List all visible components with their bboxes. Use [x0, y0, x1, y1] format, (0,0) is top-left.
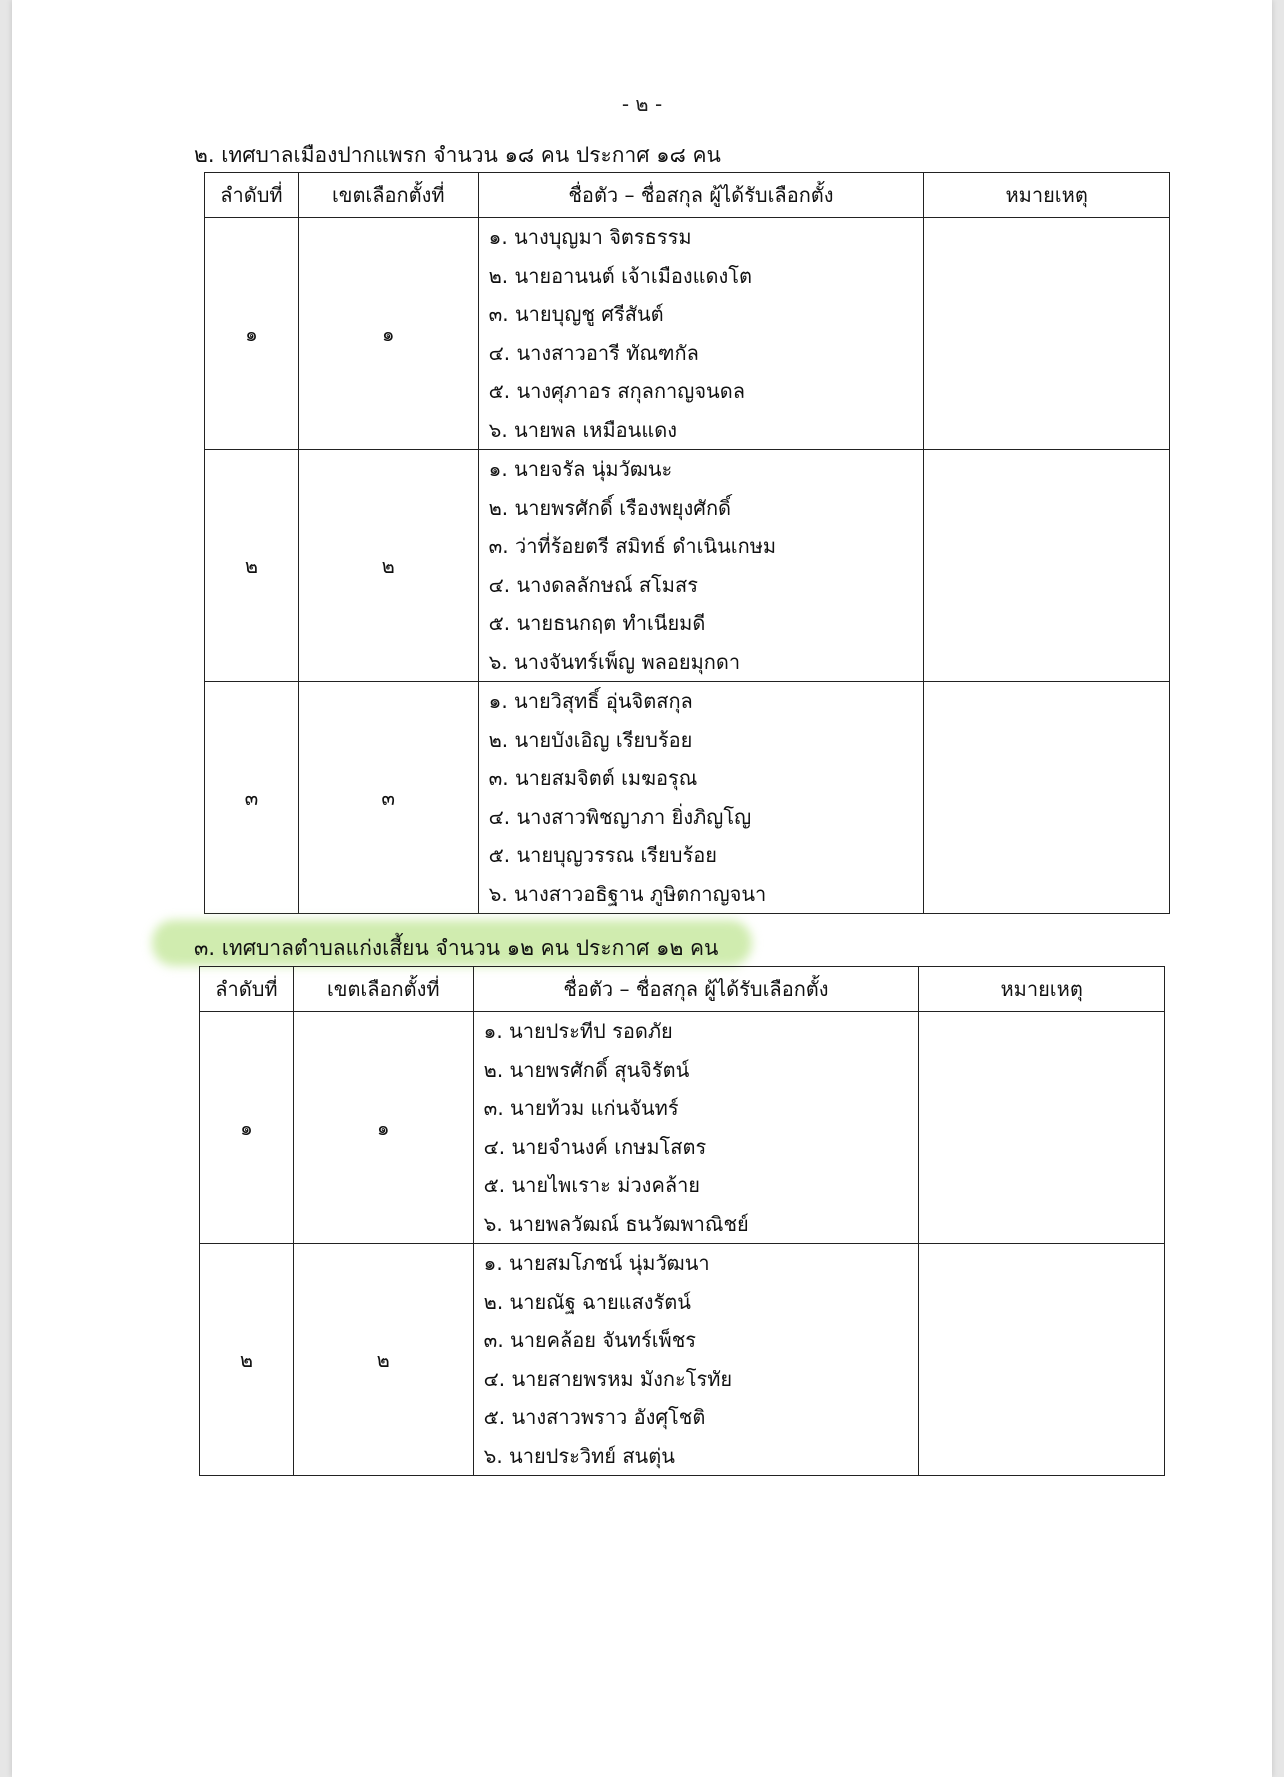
list-item: ๕. นางสาวพราว อังศุโชติ — [483, 1405, 706, 1429]
list-item: ๔. นายจำนงค์ เกษมโสตร — [483, 1134, 707, 1159]
table-row — [205, 682, 1170, 914]
list-item: ๔. นายสายพรหม มังกะโรทัย — [483, 1366, 733, 1391]
list-item: ๕. นายบุญวรรณ เรียบร้อย — [488, 843, 717, 867]
list-item: ๒. นายพรศักดิ์ เรืองพยุงศักดิ์ — [488, 495, 732, 520]
column-header-names: ชื่อตัว – ชื่อสกุล ผู้ได้รับเลือกตั้ง — [473, 967, 919, 1012]
names-cell — [473, 1012, 919, 1244]
list-item: ๒. นายบังเอิญ เรียบร้อย — [488, 727, 693, 752]
district-cell: ๑ — [298, 218, 478, 450]
remark-cell — [924, 218, 1170, 450]
list-item: ๓. นายคล้อย จันทร์เพ็ชร — [483, 1328, 697, 1352]
list-item: ๒. นายณัฐ ฉายแสงรัตน์ — [483, 1289, 691, 1314]
column-header-order: ลำดับที่ — [205, 173, 299, 218]
list-item: ๓. นายบุญชู ศรีสันต์ — [488, 302, 664, 326]
list-item: ๒. นายอานนต์ เจ้าเมืองแดงโต — [488, 263, 753, 288]
list-item: ๓. นายท้วม แก่นจันทร์ — [483, 1096, 679, 1120]
order-cell: ๓ — [205, 682, 299, 914]
table-row — [200, 1012, 1165, 1244]
column-header-remark: หมายเหตุ — [919, 967, 1165, 1012]
list-item: ๑. นางบุญมา จิตรธรรม — [488, 225, 692, 249]
list-item: ๕. นายไพเราะ ม่วงคล้าย — [483, 1173, 701, 1197]
remark-cell — [924, 682, 1170, 914]
table-header-row — [200, 967, 1165, 1012]
names-cell — [473, 1244, 919, 1476]
remark-cell — [924, 450, 1170, 682]
list-item: ๔. นางดลลักษณ์ สโมสร — [488, 572, 698, 597]
list-item: ๖. นายพลวัฒณ์ ธนวัฒพาณิชย์ — [483, 1211, 749, 1236]
list-item: ๔. นางสาวพิชญาภา ยิ่งภิญโญ — [488, 804, 752, 829]
column-header-order: ลำดับที่ — [200, 967, 294, 1012]
district-cell: ๒ — [298, 450, 478, 682]
order-cell: ๑ — [205, 218, 299, 450]
list-item: ๓. ว่าที่ร้อยตรี สมิทธ์ ดำเนินเกษม — [488, 534, 777, 558]
remark-cell — [919, 1012, 1165, 1244]
table-row — [205, 218, 1170, 450]
column-header-names: ชื่อตัว – ชื่อสกุล ผู้ได้รับเลือกตั้ง — [478, 173, 924, 218]
document-page — [12, 0, 1272, 1777]
names-cell — [478, 218, 924, 450]
list-item: ๖. นายประวิทย์ สนตุ่น — [483, 1443, 675, 1468]
table-row — [205, 450, 1170, 682]
list-item: ๓. นายสมจิตต์ เมฆอรุณ — [488, 766, 698, 790]
section-2-heading: ๒. เทศบาลเมืองปากแพรก จำนวน ๑๘ คน ประกาศ ๑๘ คน — [194, 143, 721, 167]
list-item: ๔. นางสาวอารี ทัณฑกัล — [488, 340, 699, 365]
remark-cell — [919, 1244, 1165, 1476]
list-item: ๑. นายวิสุทธิ์ อุ่นจิตสกุล — [488, 689, 693, 713]
list-item: ๖. นางสาวอธิฐาน ภูษิตกาญจนา — [488, 881, 767, 906]
list-item: ๑. นายประทีป รอดภัย — [483, 1019, 673, 1043]
order-cell: ๒ — [205, 450, 299, 682]
section-3-table — [199, 966, 1165, 1476]
column-header-remark: หมายเหตุ — [924, 173, 1170, 218]
list-item: ๕. นายธนกฤต ทำเนียมดี — [488, 611, 706, 635]
table-row — [200, 1244, 1165, 1476]
table-header-row — [205, 173, 1170, 218]
order-cell: ๑ — [200, 1012, 294, 1244]
column-header-district: เขตเลือกตั้งที่ — [293, 967, 473, 1012]
column-header-district: เขตเลือกตั้งที่ — [298, 173, 478, 218]
list-item: ๑. นายจรัล นุ่มวัฒนะ — [488, 457, 673, 481]
page-number: - ๒ - — [621, 92, 663, 116]
section-2-table — [204, 172, 1170, 914]
list-item: ๒. นายพรศักดิ์ สุนจิรัตน์ — [483, 1057, 690, 1082]
district-cell: ๑ — [293, 1012, 473, 1244]
district-cell: ๒ — [293, 1244, 473, 1476]
order-cell: ๒ — [200, 1244, 294, 1476]
district-cell: ๓ — [298, 682, 478, 914]
names-cell — [478, 682, 924, 914]
list-item: ๕. นางศุภาอร สกุลกาญจนดล — [488, 379, 745, 403]
list-item: ๖. นางจันทร์เพ็ญ พลอยมุกดา — [488, 649, 741, 674]
names-cell — [478, 450, 924, 682]
list-item: ๑. นายสมโภชน์ นุ่มวัฒนา — [483, 1251, 710, 1275]
section-3-heading: ๓. เทศบาลตำบลแก่งเสี้ยน จำนวน ๑๒ คน ประกาศ ๑๒ คน — [194, 936, 719, 960]
list-item: ๖. นายพล เหมือนแดง — [488, 417, 677, 442]
